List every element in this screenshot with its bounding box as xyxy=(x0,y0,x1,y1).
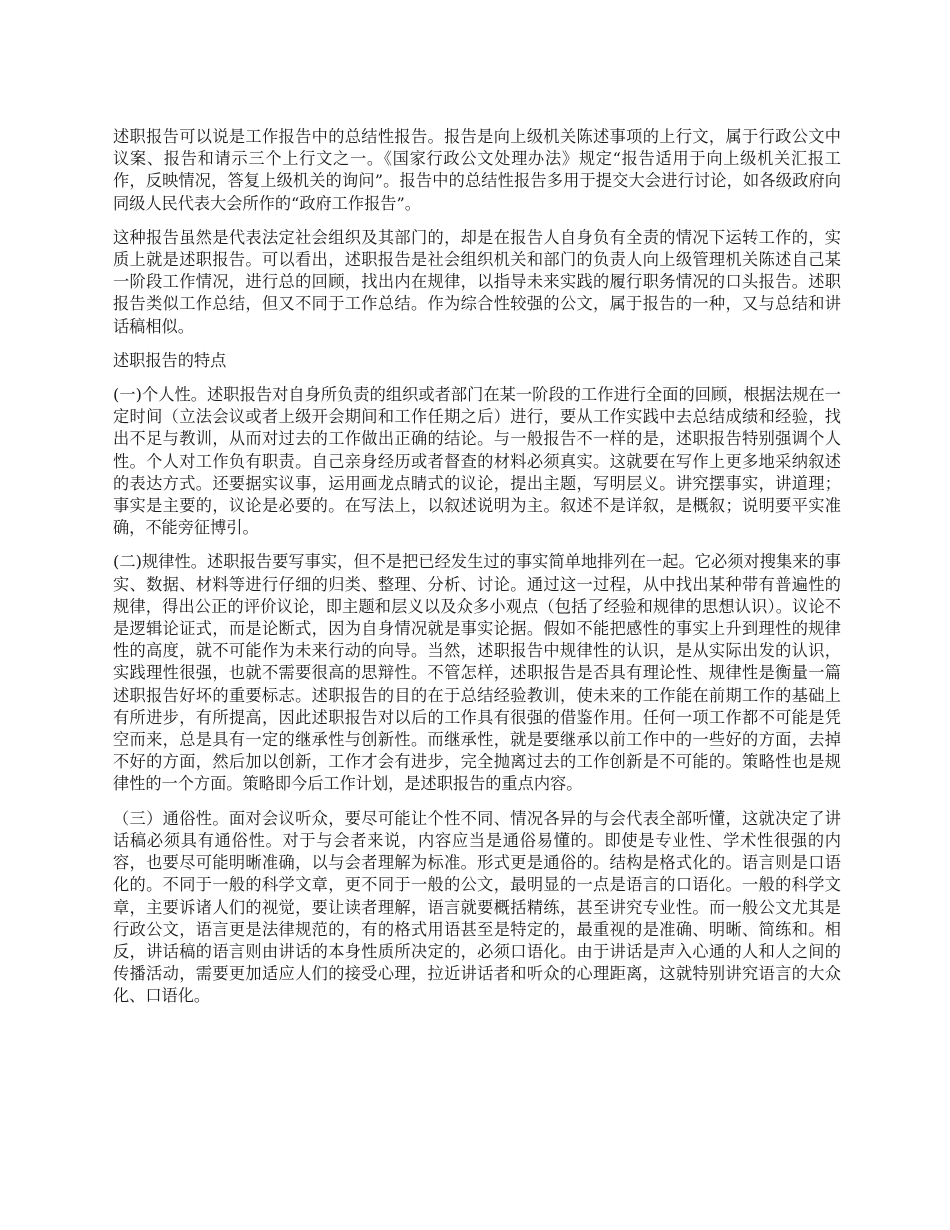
document-body xyxy=(113,126,841,1020)
feature-popular-paragraph: （三）通俗性。面对会议听众，要尽可能让个性不同、情况各异的与会代表全部听懂，这就决定了讲话稿必须具有通俗性。对于与会者来说，内容应当是通俗易懂的。即使是专业性、学术性很强的内容，也要尽可能明晰准确，以与会者理解为标准。形式更是通俗的。结构是格式化的。语言则是口语化的。不同于一般的科学文章，更不同于一般的公文，最明显的一点是语言的口语化。一般的科学文章，主要诉诸人们的视觉，要让读者理解，语言就要概括精练，甚至讲究专业性。而一般公文尤其是行政公文，语言更是法律规范的，有的格式用语甚至是特定的，最重视的是准确、明晰、简练和。相反，讲话稿的语言则由讲话的本身性质所决定的，必须口语化。由于讲话是声入心通的人和人之间的传播活动，需要更加适应人们的接受心理，拉近讲话者和听众的心理距离，这就特别讲究语言的大众化、口语化。 xyxy=(113,808,841,1006)
section-heading: 述职报告的特点 xyxy=(113,350,227,370)
context-paragraph: 这种报告虽然是代表法定社会组织及其部门的，却是在报告人自身负有全责的情况下运转工作的，实质上就是述职报告。可以看出，述职报告是社会组织机关和部门的负责人向上级管理机关陈述自己某一阶段工作情况，进行总的回顾，找出内在规律，以指导未来实践的履行职务情况的口头报告。述职报告类似工作总结，但又不同于工作总结。作为综合性较强的公文，属于报告的一种，又与总结和讲话稿相似。 xyxy=(113,227,841,336)
feature-regularity-paragraph: (二)规律性。述职报告要写事实，但不是把已经发生过的事实简单地排列在一起。它必须对搜集来的事实、数据、材料等进行仔细的归类、整理、分析、讨论。通过这一过程，从中找出某种带有普遍性的规律，得出公正的评价议论，即主题和层义以及众多小观点（包括了经验和规律的思想认识）。议论不是逻辑论证式，而是论断式，因为自身情况就是事实论据。假如不能把感性的事实上升到理性的规律性的高度，就不可能作为未来行动的向导。当然，述职报告中规律性的认识，是从实际出发的认识，实践理性很强，也就不需要很高的思辩性。不管怎样，述职报告是否具有理论性、规律性是衡量一篇述职报告好坏的重要标志。述职报告的目的在于总结经验教训，使未来的工作能在前期工作的基础上有所进步，有所提高，因此述职报告对以后的工作具有很强的借鉴作用。任何一项工作都不可能是凭空而来，总是具有一定的继承性与创新性。而继承性，就是要继承以前工作中的一些好的方面，去掉不好的方面，然后加以创新，工作才会有进步，完全抛离过去的工作创新是不可能的。策略性也是规律性的一个方面。策略即今后工作计划，是述职报告的重点内容。 xyxy=(113,552,841,794)
feature-personal-paragraph: (一)个人性。述职报告对自身所负责的组织或者部门在某一阶段的工作进行全面的回顾，根据法规在一定时间（立法会议或者上级开会期间和工作任期之后）进行，要从工作实践中去总结成绩和经验，找出不足与教训，从而对过去的工作做出正确的结论。与一般报告不一样的是，述职报告特别强调个人性。个人对工作负有职责。自己亲身经历或者督查的材料必须真实。这就要在写作上更多地采纳叙述的表达方式。还要据实议事，运用画龙点睛式的议论，提出主题，写明层义。讲究摆事实，讲道理；事实是主要的，议论是必要的。在写法上，以叙述说明为主。叙述不是详叙，是概叙；说明要平实准确，不能旁征博引。 xyxy=(113,385,841,538)
intro-paragraph: 述职报告可以说是工作报告中的总结性报告。报告是向上级机关陈述事项的上行文，属于行政公文中议案、报告和请示三个上行文之一。《国家行政公文处理办法》规定“报告适用于向上级机关汇报工作，反映情况，答复上级机关的询问”。报告中的总结性报告多用于提交大会进行讨论，如各级政府向同级人民代表大会所作的“政府工作报告”。 xyxy=(113,127,841,213)
